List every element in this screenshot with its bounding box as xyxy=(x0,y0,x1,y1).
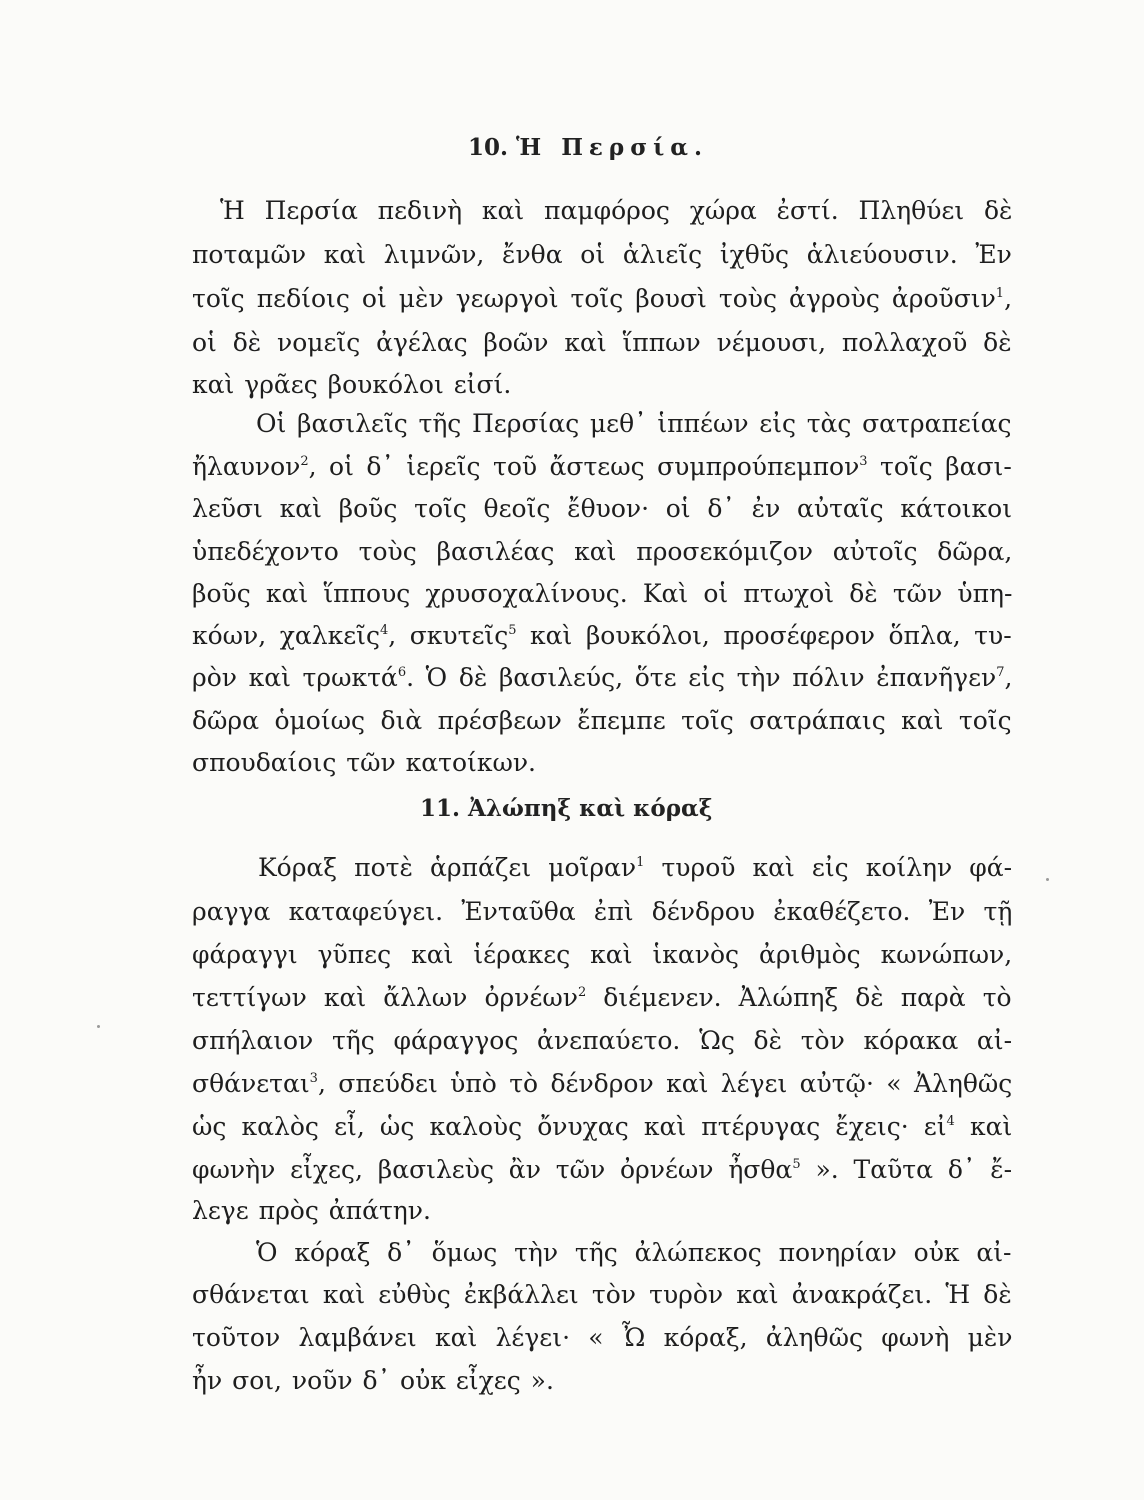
section-10-heading xyxy=(468,134,708,161)
text-line: τεττίγων καὶ ἄλλων ὀρνέων$^2$ διέμενεν. Ἀλώπηξ δὲ παρὰ τὸ xyxy=(192,983,1012,1012)
text-line: ραγγα καταφεύγει. Ἐνταῦθα ἐπὶ δένδρου ἐκαθέζετο. Ἐν τῇ xyxy=(192,897,1013,926)
footnote-marker: 5 xyxy=(792,1157,801,1172)
footnote-marker: 3 xyxy=(309,1071,318,1086)
text-line: ἦν σοι, νοῦν δ᾽ οὐκ εἶχες ». xyxy=(192,1366,554,1395)
footnote-marker: 1 xyxy=(995,286,1005,301)
footnote-marker: 2 xyxy=(577,985,587,1000)
footnote-marker: 4 xyxy=(946,1114,955,1129)
text-line: λεγε πρὸς ἀπάτην. xyxy=(192,1196,431,1225)
section-10-title: Ἡ Περσία. xyxy=(516,134,708,161)
text-line: σθάνεται καὶ εὐθὺς ἐκβάλλει τὸν τυρὸν καὶ ἀνακράζει. Ἡ δὲ xyxy=(192,1280,1012,1309)
text-line: καὶ γρᾶες βουκόλοι εἰσί. xyxy=(192,370,512,399)
text-line: Ὁ κόραξ δ᾽ ὅμως τὴν τῆς ἀλώπεκος πονηρίαν οὐκ αἰ- xyxy=(256,1238,1012,1267)
text-line: τοῖς πεδίοις οἱ μὲν γεωργοὶ τοῖς βουσὶ τοὺς ἀγροὺς ἀροῦσιν$^1$, xyxy=(192,284,1013,313)
footnote-marker: 5 xyxy=(508,623,517,638)
paper-speck xyxy=(1046,878,1049,881)
footnote-marker: 1 xyxy=(636,855,645,870)
text-line: ὑπεδέχοντο τοὺς βασιλέας καὶ προσεκόμιζον αὐτοῖς δῶρα, xyxy=(192,537,1013,566)
text-line: σπήλαιον τῆς φάραγγος ἀνεπαύετο. Ὡς δὲ τὸν κόρακα αἰ- xyxy=(192,1026,1013,1055)
footnote-marker: 3 xyxy=(859,454,868,469)
text-line: Κόραξ ποτὲ ἁρπάζει μοῖραν$^1$ τυροῦ καὶ εἰς κοίλην φά- xyxy=(258,853,1013,882)
text-line: ρὸν καὶ τρωκτά$^6$. Ὁ δὲ βασιλεύς, ὅτε εἰς τὴν πόλιν ἐπανῆγεν$^7$, xyxy=(192,663,1013,692)
section-11-number: 11. xyxy=(420,795,461,822)
paper-speck xyxy=(97,1025,100,1028)
text-line: Οἱ βασιλεῖς τῆς Περσίας μεθ᾽ ἱππέων εἰς τὰς σατραπείας xyxy=(256,409,1012,438)
text-line: βοῦς καὶ ἵππους χρυσοχαλίνους. Καὶ οἱ πτωχοὶ δὲ τῶν ὑπη- xyxy=(192,579,1013,608)
text-line: ἤλαυνον$^2$, οἱ δ᾽ ἱερεῖς τοῦ ἄστεως συμπρούπεμπον$^3$ τοῖς βασι- xyxy=(192,452,1012,481)
footnote-marker: 6 xyxy=(397,665,407,680)
text-line: ὡς καλὸς εἶ, ὡς καλοὺς ὄνυχας καὶ πτέρυγας ἔχεις· εἰ$^4$ καὶ xyxy=(192,1112,1013,1141)
text-line: κόων, χαλκεῖς$^4$, σκυτεῖς$^5$ καὶ βουκόλοι, προσέφερον ὅπλα, τυ- xyxy=(192,621,1012,650)
text-line: σθάνεται$^3$, σπεύδει ὑπὸ τὸ δένδρον καὶ λέγει αὐτῷ· « Ἀληθῶς xyxy=(192,1069,1013,1098)
text-line: Ἡ Περσία πεδινὴ καὶ παμφόρος χώρα ἐστί. Πληθύει δὲ xyxy=(220,196,1013,225)
footnote-marker: 7 xyxy=(996,665,1005,680)
text-line: δῶρα ὁμοίως διὰ πρέσβεων ἔπεμπε τοῖς σατράπαις καὶ τοῖς xyxy=(192,706,1012,735)
section-10-number: 10. xyxy=(468,134,509,161)
footnote-marker: 2 xyxy=(300,454,309,469)
text-line: ποταμῶν καὶ λιμνῶν, ἔνθα οἱ ἁλιεῖς ἰχθῦς ἁλιεύουσιν. Ἐν xyxy=(192,240,1012,269)
text-line: φάραγγι γῦπες καὶ ἱέρακες καὶ ἱκανὸς ἀριθμὸς κωνώπων, xyxy=(192,940,1013,969)
text-line: σπουδαίοις τῶν κατοίκων. xyxy=(192,748,536,777)
text-line: τοῦτον λαμβάνει καὶ λέγει· « Ὦ κόραξ, ἀληθῶς φωνὴ μὲν xyxy=(192,1323,1013,1352)
section-11-title: Ἀλώπηξ καὶ κόραξ xyxy=(468,795,713,822)
text-line: οἱ δὲ νομεῖς ἀγέλας βοῶν καὶ ἵππων νέμουσι, πολλαχοῦ δὲ xyxy=(192,328,1012,357)
section-11-heading xyxy=(420,795,712,822)
text-line: λεῦσι καὶ βοῦς τοῖς θεοῖς ἔθυον· οἱ δ᾽ ἐν αὐταῖς κάτοικοι xyxy=(192,494,1013,523)
footnote-marker: 4 xyxy=(379,623,389,638)
text-line: φωνὴν εἶχες, βασιλεὺς ἂν τῶν ὀρνέων ἦσθα$^5$ ». Ταῦτα δ᾽ ἔ- xyxy=(192,1155,1013,1184)
